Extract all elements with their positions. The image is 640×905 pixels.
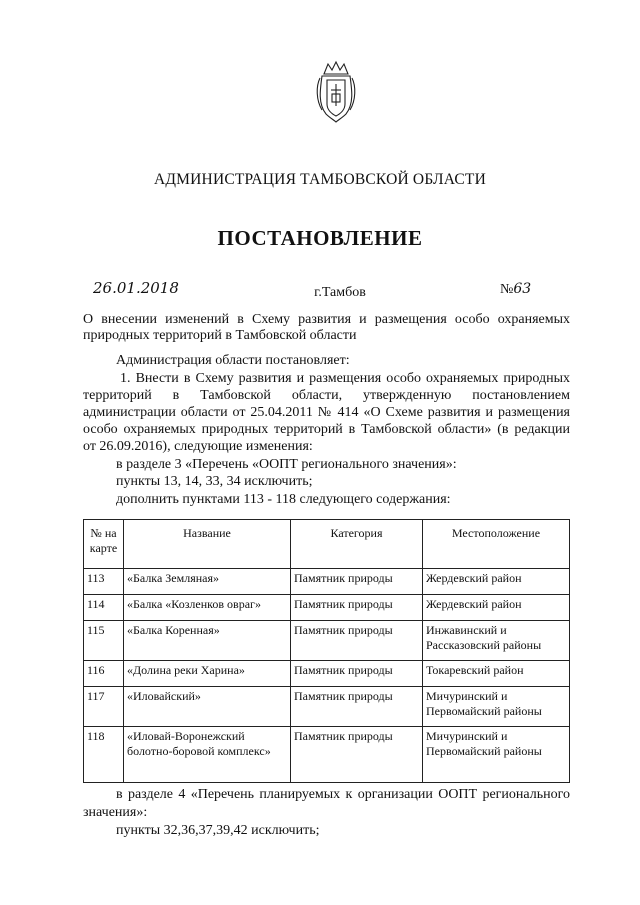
- row-category: Памятник природы: [291, 595, 423, 621]
- header-category: Категория: [291, 520, 423, 569]
- section3-text: в разделе 3 «Перечень «ООПТ регионального значения»:: [116, 457, 457, 472]
- row-name: «Иловай-Воронежский болотно-боровой комплекс»: [124, 727, 291, 783]
- document-number: [500, 281, 531, 298]
- coat-of-arms-icon: [314, 60, 358, 124]
- intro-text: Администрация области постановляет:: [116, 353, 350, 368]
- row-location: Инжавинский и Рассказовский районы: [423, 621, 570, 661]
- organization-name: АДМИНИСТРАЦИЯ ТАМБОВСКОЙ ОБЛАСТИ: [154, 171, 486, 188]
- exclude1-text: пункты 13, 14, 33, 34 исключить;: [116, 474, 313, 489]
- row-location: Мичуринский и Первомайский районы: [423, 687, 570, 727]
- row-category: Памятник природы: [291, 661, 423, 687]
- row-number: 114: [84, 595, 124, 621]
- row-location: Жердевский район: [423, 569, 570, 595]
- table-row: [84, 569, 570, 595]
- item1-line-4: особо охраняемых природных территорий в Тамбовской области» (в редакции: [83, 422, 570, 437]
- row-category: Памятник природы: [291, 727, 423, 783]
- table-row: [84, 621, 570, 661]
- header-location: Местоположение: [423, 520, 570, 569]
- row-location: Токаревский район: [423, 661, 570, 687]
- row-name: «Иловайский»: [124, 687, 291, 727]
- table-row: [84, 661, 570, 687]
- header-name: Название: [124, 520, 291, 569]
- table-row: [84, 595, 570, 621]
- row-number: 118: [84, 727, 124, 783]
- document-city: г.Тамбов: [314, 285, 366, 300]
- table-header-row: [84, 520, 570, 569]
- oopt-table: [83, 519, 570, 783]
- row-category: Памятник природы: [291, 569, 423, 595]
- row-name: «Балка Земляная»: [124, 569, 291, 595]
- row-category: Памятник природы: [291, 687, 423, 727]
- section4-line-2: значения»:: [83, 805, 148, 820]
- subject-line-1: О внесении изменений в Схему развития и размещения особо охраняемых: [83, 312, 570, 327]
- row-number: 115: [84, 621, 124, 661]
- row-name: «Балка Коренная»: [124, 621, 291, 661]
- document-type-title: ПОСТАНОВЛЕНИЕ: [217, 226, 423, 250]
- number-prefix: №: [500, 282, 514, 297]
- table-row: [84, 687, 570, 727]
- row-category: Памятник природы: [291, 621, 423, 661]
- item1-line-2: территорий в Тамбовской области, утвержденную постановлением: [83, 388, 570, 403]
- exclude2-text: пункты 32,36,37,39,42 исключить;: [116, 823, 320, 838]
- section4-line-1: в разделе 4 «Перечень планируемых к организации ООПТ регионального: [116, 787, 570, 802]
- row-name: «Долина реки Харина»: [124, 661, 291, 687]
- row-number: 116: [84, 661, 124, 687]
- document-date: 26.01.2018: [93, 279, 179, 297]
- item1-line-5: от 26.09.2016), следующие изменения:: [83, 439, 313, 454]
- row-location: Мичуринский и Первомайский районы: [423, 727, 570, 783]
- add-points-text: дополнить пунктами 113 - 118 следующего содержания:: [116, 492, 451, 507]
- row-number: 117: [84, 687, 124, 727]
- subject-line-2: природных территорий в Тамбовской области: [83, 328, 357, 343]
- row-location: Жердевский район: [423, 595, 570, 621]
- table-row: [84, 727, 570, 783]
- item1-line-3: администрации области от 25.04.2011 № 414 «О Схеме развития и размещения: [83, 405, 570, 420]
- item1-line-1: 1. Внести в Схему развития и размещения особо охраняемых природных: [120, 371, 570, 386]
- row-number: 113: [84, 569, 124, 595]
- number-value: 63: [513, 281, 532, 297]
- row-name: «Балка «Козленков овраг»: [124, 595, 291, 621]
- header-number: № на карте: [84, 520, 124, 569]
